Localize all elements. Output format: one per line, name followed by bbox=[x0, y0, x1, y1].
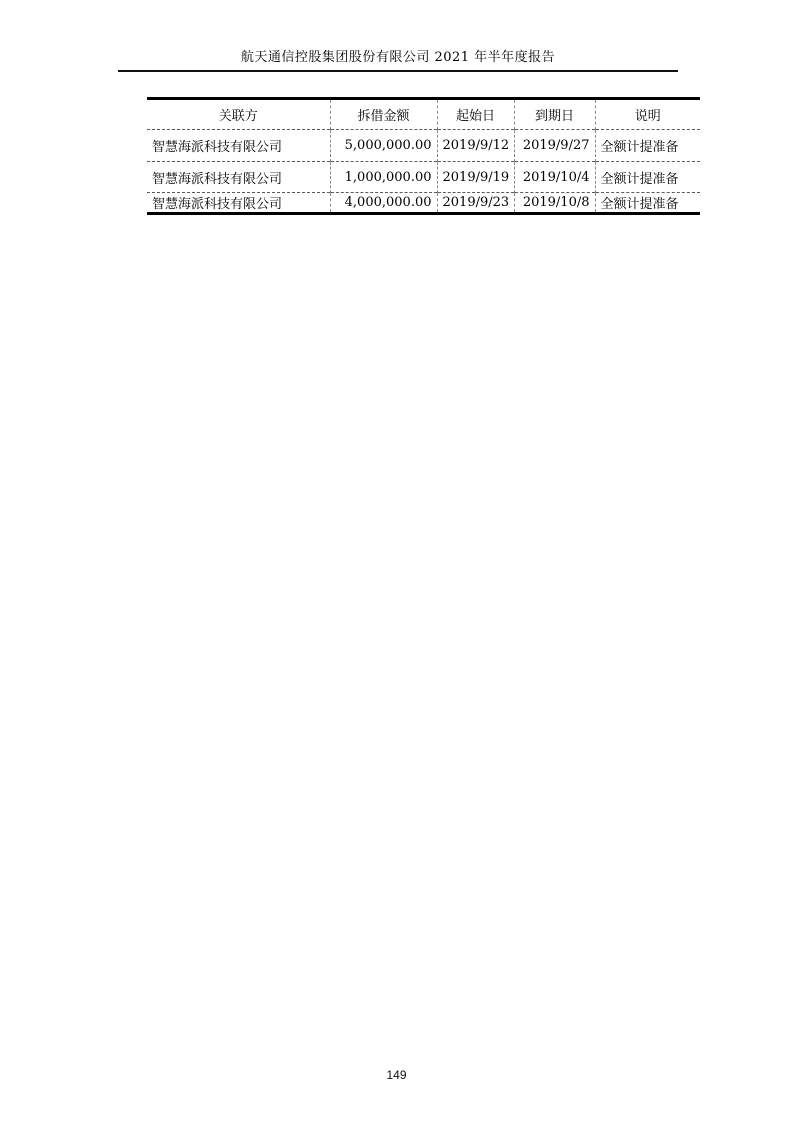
cell-related-party: 智慧海派科技有限公司 bbox=[147, 162, 330, 193]
table-row bbox=[147, 162, 700, 193]
column-header-note: 说明 bbox=[634, 109, 661, 124]
column-header-due-date: 到期日 bbox=[514, 99, 595, 130]
report-header-title: 航天通信控股集团股份有限公司 2021 年半年度报告 bbox=[118, 48, 678, 72]
column-header-amount: 拆借金额 bbox=[330, 99, 437, 130]
cell-due-date: 2019/10/4 bbox=[514, 162, 595, 193]
page-number: 149 bbox=[386, 1068, 407, 1082]
cell-related-party: 智慧海派科技有限公司 bbox=[147, 130, 330, 162]
table-header-row bbox=[147, 99, 700, 130]
cell-note: 全额计提准备 bbox=[595, 130, 700, 162]
cell-related-party: 智慧海派科技有限公司 bbox=[147, 193, 330, 214]
cell-note: 全额计提准备 bbox=[595, 162, 700, 193]
cell-amount: 4,000,000.00 bbox=[330, 193, 437, 214]
cell-start-date: 2019/9/23 bbox=[437, 193, 514, 214]
cell-amount: 5,000,000.00 bbox=[330, 130, 437, 162]
related-party-loans-table bbox=[147, 97, 700, 215]
cell-amount: 1,000,000.00 bbox=[330, 162, 437, 193]
table-row bbox=[147, 193, 700, 214]
column-header-related-party: 关联方 bbox=[147, 99, 330, 130]
cell-note: 全额计提准备 bbox=[595, 193, 700, 214]
related-party-loans-table-wrap bbox=[147, 97, 700, 215]
cell-due-date: 2019/10/8 bbox=[514, 193, 595, 214]
cell-due-date: 2019/9/27 bbox=[514, 130, 595, 162]
column-header-start-date: 起始日 bbox=[437, 99, 514, 130]
table-row bbox=[147, 130, 700, 162]
cell-start-date: 2019/9/19 bbox=[437, 162, 514, 193]
cell-start-date: 2019/9/12 bbox=[437, 130, 514, 162]
